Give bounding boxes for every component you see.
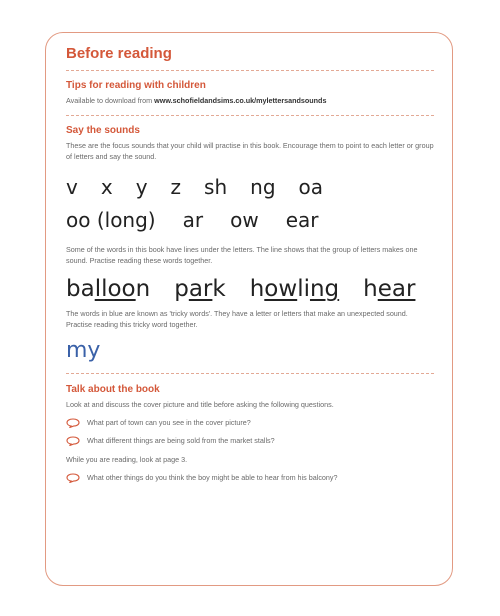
sound: ng [250, 175, 276, 199]
question-item [66, 417, 434, 428]
sound: v [66, 175, 78, 199]
underlined-sound: ar [188, 276, 213, 302]
speech-bubble-icon [66, 436, 80, 446]
question-item [66, 472, 434, 483]
word-letters: n [135, 276, 151, 302]
divider [66, 373, 434, 374]
sound: x [100, 175, 113, 199]
divider [66, 70, 434, 71]
underlined-sound: oo [107, 276, 136, 302]
question-text: What different things are being sold from the market stalls? [87, 436, 275, 445]
word-letters: li [297, 276, 310, 302]
sounds-heading: Say the sounds [66, 125, 140, 136]
underlined-sound: ear [377, 276, 416, 302]
underlined-sound: ow [264, 276, 298, 302]
sounds-row-1 [66, 175, 434, 199]
practice-word [250, 276, 339, 302]
while-reading-text: While you are reading, look at page 3. [66, 455, 188, 464]
talk-intro: Look at and discuss the cover picture and title before asking the following questions. [66, 400, 334, 409]
before-reading-card [45, 32, 453, 586]
question-item [66, 435, 434, 446]
sounds-text: These are the focus sounds that your child will practise in this book. Encourage them to point to each letter or group of letters and say the sound. [66, 141, 434, 161]
tricky-word: my [66, 338, 101, 363]
tricky-text: The words in blue are known as 'tricky words'. They have a letter or letters that make an unexpected sound. Practise reading this tricky word together. [66, 309, 408, 329]
sound: ar [182, 208, 204, 232]
practice-word [363, 276, 415, 302]
sound: ow [230, 208, 259, 232]
speech-bubble-icon [66, 418, 80, 428]
speech-bubble-icon [66, 473, 80, 483]
question-text: What part of town can you see in the cover picture? [87, 418, 251, 427]
divider [66, 115, 434, 116]
sound: oo (long) [66, 208, 156, 232]
underlined-sound: ll [94, 276, 108, 302]
sound: oa [298, 175, 324, 199]
practice-word [174, 276, 226, 302]
page-title: Before reading [66, 45, 172, 62]
tips-prefix: Available to download from [66, 96, 155, 105]
sound: sh [204, 175, 228, 199]
sound: y [135, 175, 148, 199]
underlined-sound: ng [309, 276, 340, 302]
sound: ear [285, 208, 319, 232]
tips-heading: Tips for reading with children [66, 80, 206, 91]
word-letters: h [363, 276, 378, 302]
download-link[interactable]: www.schofieldandsims.co.uk/mylettersandsounds [154, 96, 327, 105]
sound: z [170, 175, 182, 199]
word-letters: k [212, 276, 226, 302]
tips-text [66, 95, 434, 106]
question-text: What other things do you think the boy might be able to hear from his balcony? [87, 473, 338, 482]
talk-heading: Talk about the book [66, 384, 160, 395]
sounds-row-2 [66, 208, 434, 232]
word-letters: ba [66, 276, 95, 302]
practice-words [66, 276, 434, 302]
word-letters: h [249, 276, 265, 302]
word-letters: p [174, 276, 189, 302]
practice-word [66, 276, 150, 302]
lines-text: Some of the words in this book have lines under the letters. The line shows that the group of letters makes one sound. Practise reading these words together. [66, 245, 418, 265]
